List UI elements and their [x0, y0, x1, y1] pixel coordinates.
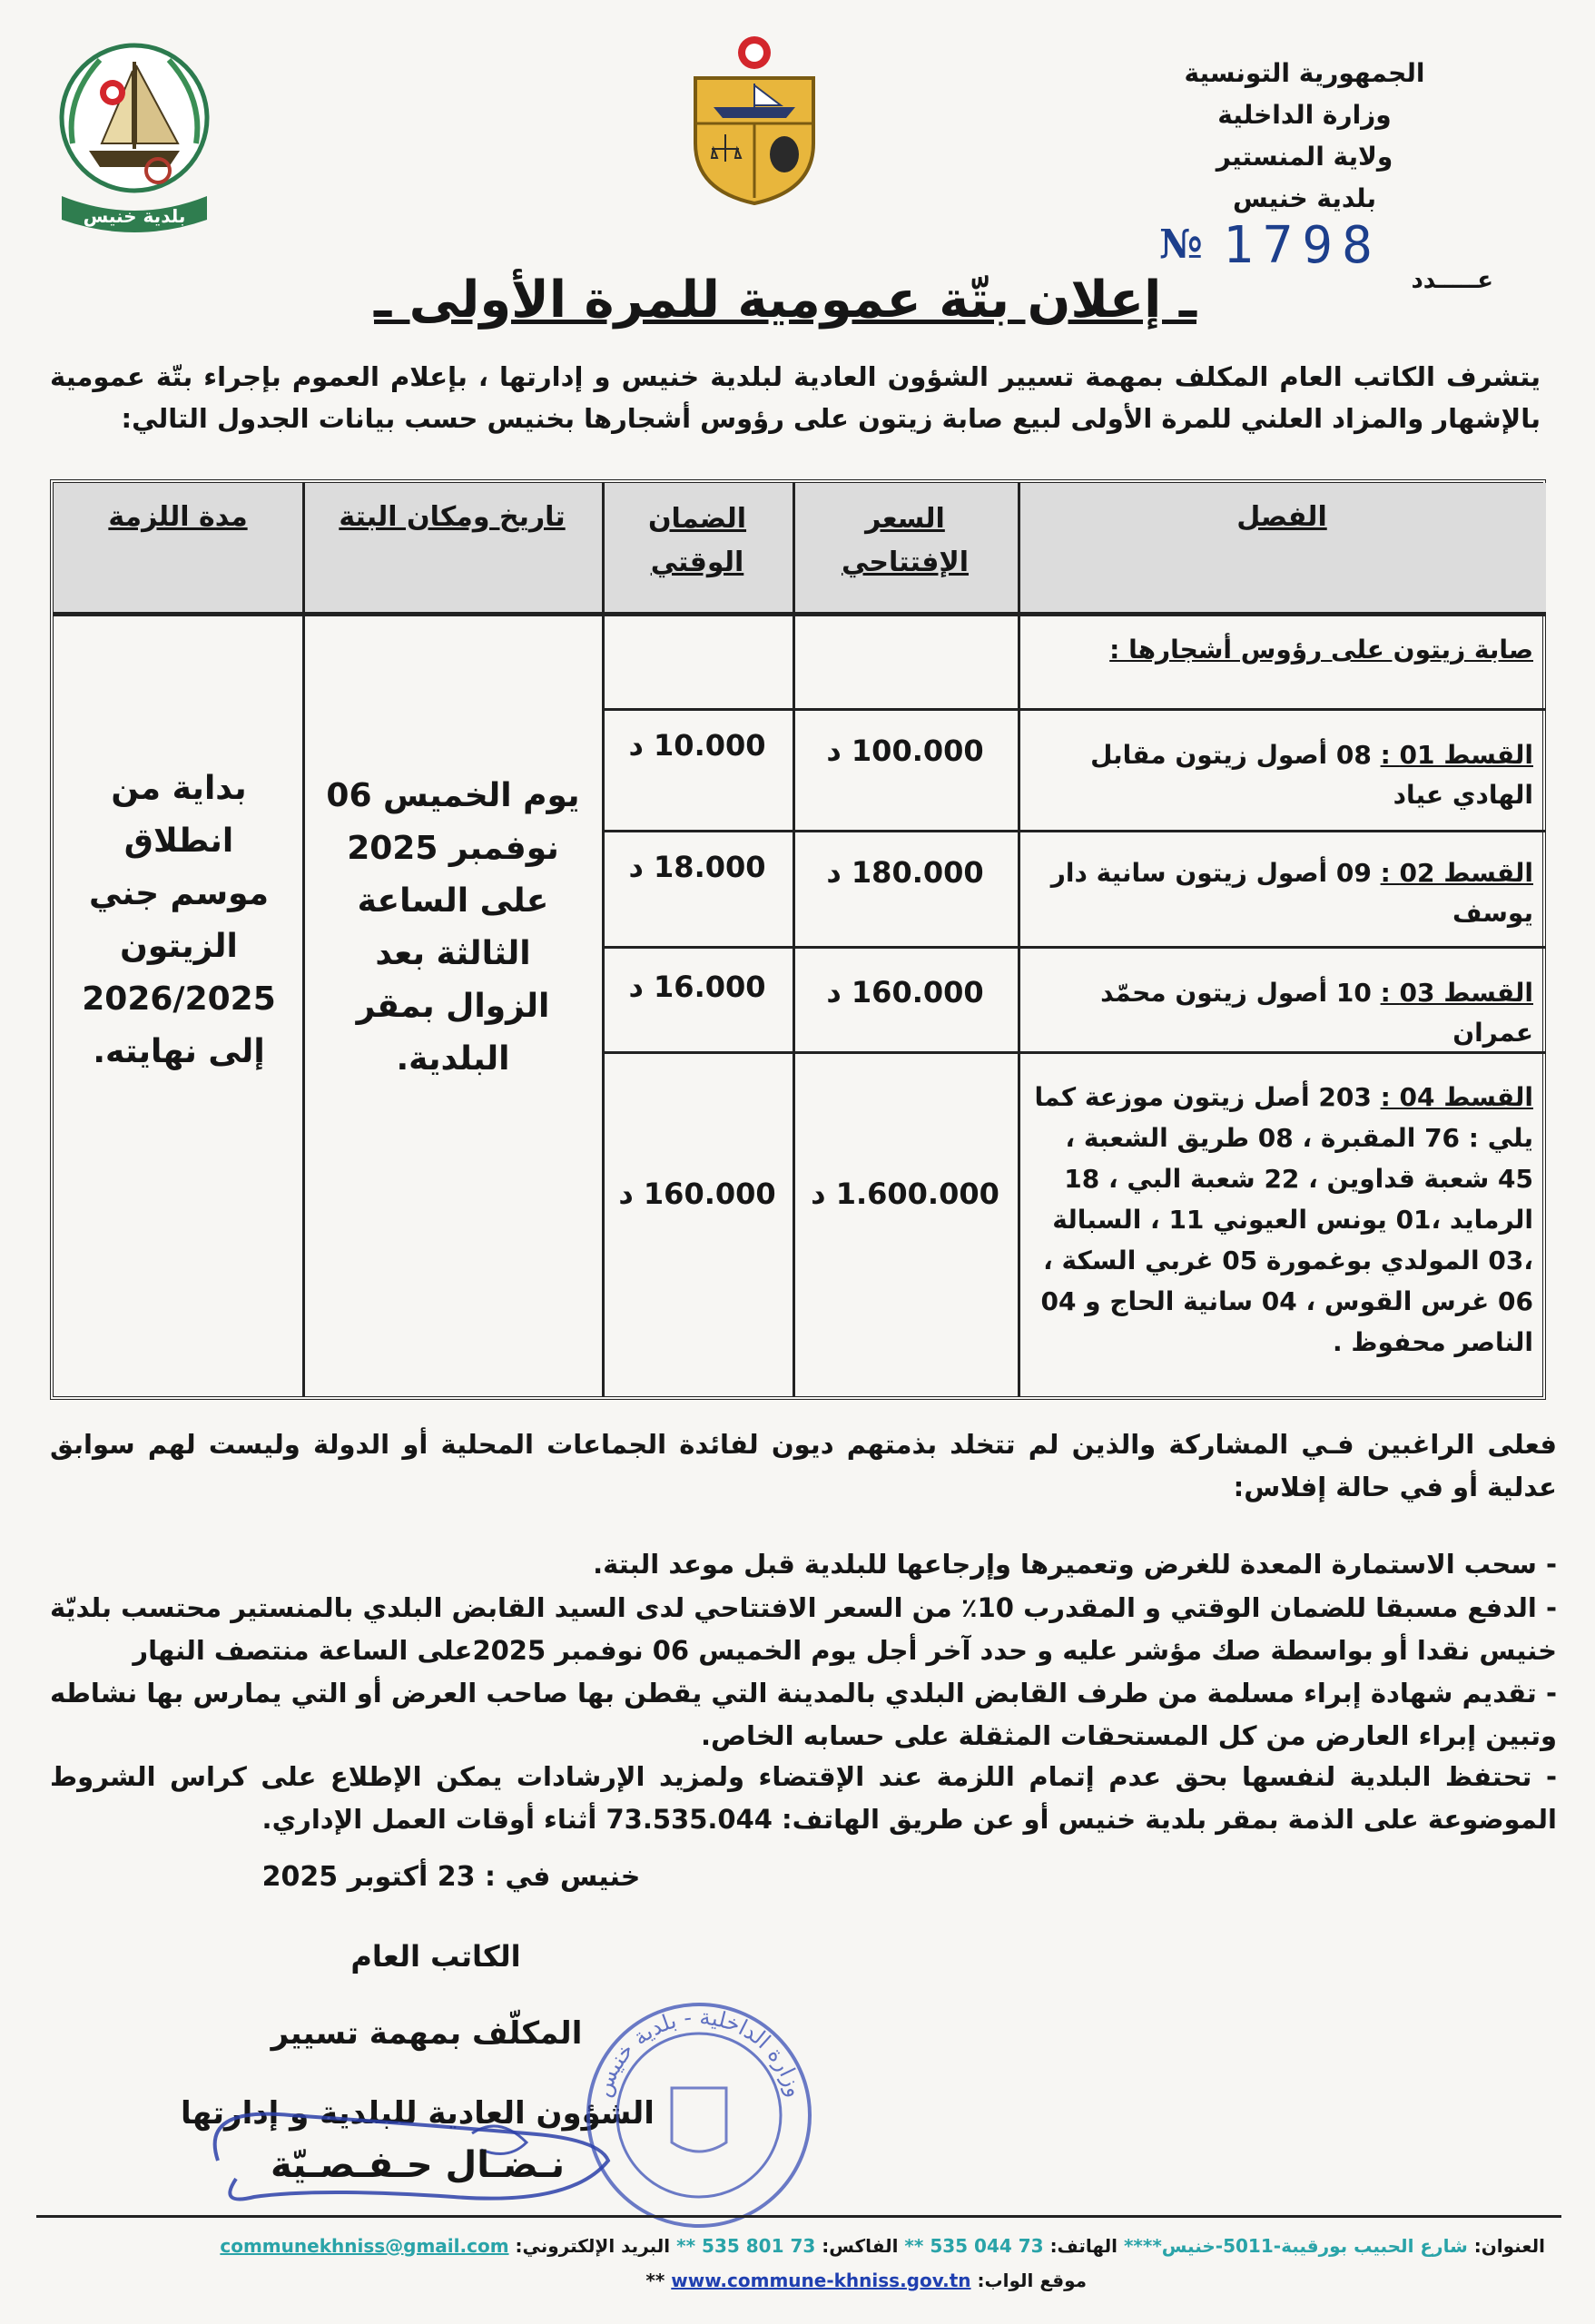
phone: 73 044 535 **: [904, 2235, 1044, 2257]
announcement-title: ـ إعلان بتّة عمومية للمرة الأولى ـ: [374, 271, 1196, 330]
reference-symbol: №: [1159, 222, 1203, 268]
header-guarantee: الضمان الوقتي: [602, 483, 793, 612]
header-duration: مدة اللزمة: [54, 483, 302, 612]
auction-date-place: يوم الخميس 06 نوفمبر 2025 على الساعة الثالثة بعد الزوال بمقر البلدية.: [326, 777, 580, 1078]
address-label: العنوان:: [1473, 2235, 1545, 2257]
lot-label: القسط 02 :: [1380, 858, 1533, 888]
condition-item: - تقديم شهادة إبراء مسلمة من طرف القابض البلدي بالمدينة التي يقطن بها صاحب العرض أو التي يمارس بها نشاطه وتبين إبراء العارض من كل المستحقات المثقلة على حسابه الخاص.: [50, 1672, 1557, 1758]
website-link[interactable]: www.commune-khniss.gov.tn: [671, 2270, 971, 2291]
header-administration: [1114, 53, 1495, 220]
municipal-logo-icon: [53, 34, 216, 234]
header-lot: الفصل: [1018, 483, 1546, 612]
footer-contact: [220, 2235, 1545, 2257]
lot-label: القسط 03 :: [1380, 978, 1533, 1008]
lot-label: القسط 04 :: [1380, 1082, 1533, 1112]
lot-row-4: [1027, 1077, 1533, 1363]
reference-label: عـــــدد: [1411, 267, 1493, 294]
condition-item: - تحتفظ البلدية لنفسها بحق عدم إتمام اللزمة عند الإقتضاء ولمزيد الإرشادات يمكن الإطلاع على كراس الشروط الموضوعة على الذمة بمقر بلدية خنيس أو عن طريق الهاتف: 73.535.044 أثناء أوقات العمل الإداري.: [50, 1756, 1557, 1841]
lot-4-guarantee: 160.000 د: [618, 1177, 776, 1211]
lot-row-3: [1027, 973, 1533, 1053]
col-divider: [1018, 483, 1020, 1396]
issue-date: خنيس في : 23 أكتوبر 2025: [261, 1861, 641, 1893]
stamp-text: وزارة الداخلية - بلدية خنيس: [589, 2004, 808, 2101]
phone-label: الهاتف:: [1049, 2235, 1117, 2257]
fax-label: الفاكس:: [822, 2235, 899, 2257]
national-emblem-icon: [686, 34, 822, 207]
condition-item: - الدفع مسبقا للضمان الوقتي و المقدرب 10٪ من السعر الافتتاحي لدى السيد القابض البلدي بالمنستير محتسب بلديّة خنيس نقدا أو بواسطة صك مؤشر عليه و حدد آخر أجل يوم الخميس 06 نوفمبر 2025على الساعة منتصف النهار: [50, 1587, 1557, 1672]
municipality-name: بلدية خنيس: [1233, 183, 1376, 213]
address: شارع الحبيب بورقيبة-5011-خنيس****: [1123, 2235, 1468, 2257]
row-divider: [602, 946, 1546, 949]
header-date-place: تاريخ ومكان البتة: [302, 483, 602, 612]
header-divider: [54, 612, 1546, 616]
web-label: موقع الواب:: [977, 2270, 1087, 2291]
signatory-name: نـضـال حـفـصـيّة: [270, 2144, 566, 2186]
header-opening-price: السعر الإفتتاحي: [793, 483, 1018, 612]
lot-2-price: 180.000 د: [826, 855, 984, 890]
reference-number: 1798: [1223, 216, 1382, 275]
lot-1-price: 100.000 د: [826, 734, 984, 768]
intro-paragraph: يتشرف الكاتب العام المكلف بمهمة تسيير الشؤون العادية لبلدية خنيس و إدارتها ، بإعلام العموم بإجراء بتّة عمومية بالإشهار والمزاد العلني للمرة الأولى لبيع صابة زيتون على رؤوس أشجارها بخنيس حسب بيانات الجدول التالي:: [50, 361, 1541, 434]
signatory-title: الكاتب العام: [350, 1939, 521, 1974]
republic-name: الجمهورية التونسية: [1184, 58, 1425, 88]
signatory-role: المكلّف بمهمة تسيير: [271, 2015, 583, 2052]
col-divider: [793, 483, 795, 1396]
lot-2-guarantee: 18.000 د: [628, 850, 766, 884]
email-link[interactable]: communekhniss@gmail.com: [220, 2235, 509, 2257]
col-divider: [302, 483, 305, 1396]
lot-3-guarantee: 16.000 د: [628, 970, 766, 1004]
lot-desc: 10 أصول زيتون محمّد عمران: [1100, 978, 1533, 1048]
municipal-logo-text: بلدية خنيس: [83, 205, 186, 227]
ministry-name: وزارة الداخلية: [1217, 100, 1392, 130]
lot-1-guarantee: 10.000 د: [628, 728, 766, 763]
lot-row-1: [1027, 735, 1533, 815]
lot-label: القسط 01 :: [1380, 740, 1533, 770]
col-divider: [602, 483, 605, 1396]
email-label: البريد الإلكتروني:: [515, 2235, 671, 2257]
lot-desc: 203 أصل زيتون موزعة كما يلي : 76 المقبرة ، 08 طريق الشعبة ، 45 شعبة قداوين ، 22 شعبة البي ، 18 الرمايد ،01 يونس العيوني 11 ، السبالة ،03 المولدي بوغمورة 05 غربي السكة ، 06 غرس القوس ، 04 سانية الحاج و 04 الناصر محفوظ .: [1034, 1082, 1533, 1357]
web-suffix: **: [645, 2270, 665, 2291]
concession-duration: بداية من انطلاق موسم جني الزيتون 2026/2025 إلى نهايته.: [82, 770, 276, 1070]
lot-4-price: 1.600.000 د: [811, 1177, 999, 1211]
lot-3-price: 160.000 د: [826, 975, 984, 1009]
section-title: صابة زيتون على رؤوس أشجارها :: [1109, 635, 1533, 665]
conditions-intro: فعلى الراغبين فـي المشاركة والذين لم تتخلد بذمتهم ديون لفائدة الجماعات المحلية أو الدولة وليست لهم سوابق عدلية أو في حالة إفلاس:: [50, 1429, 1557, 1502]
footer-web: [645, 2270, 1087, 2291]
lot-desc: 09 أصول زيتون سانية دار يوسف: [1050, 858, 1533, 928]
condition-item: - سحب الاستمارة المعدة للغرض وتعميرها وإرجاعها للبلدية قبل موعد البتة.: [50, 1543, 1557, 1586]
governorate-name: ولاية المنستير: [1216, 142, 1393, 172]
lot-desc: 08 أصول زيتون مقابل الهادي عياد: [1090, 740, 1533, 810]
fax: 73 801 535 **: [676, 2235, 816, 2257]
signatory-role-detail: الشؤون العادية للبلدية و إدارتها: [181, 2095, 655, 2132]
footer-divider: [36, 2215, 1561, 2218]
auction-table: [50, 479, 1546, 1400]
row-divider: [602, 708, 1546, 711]
lot-row-2: [1027, 853, 1533, 933]
row-divider: [602, 830, 1546, 832]
